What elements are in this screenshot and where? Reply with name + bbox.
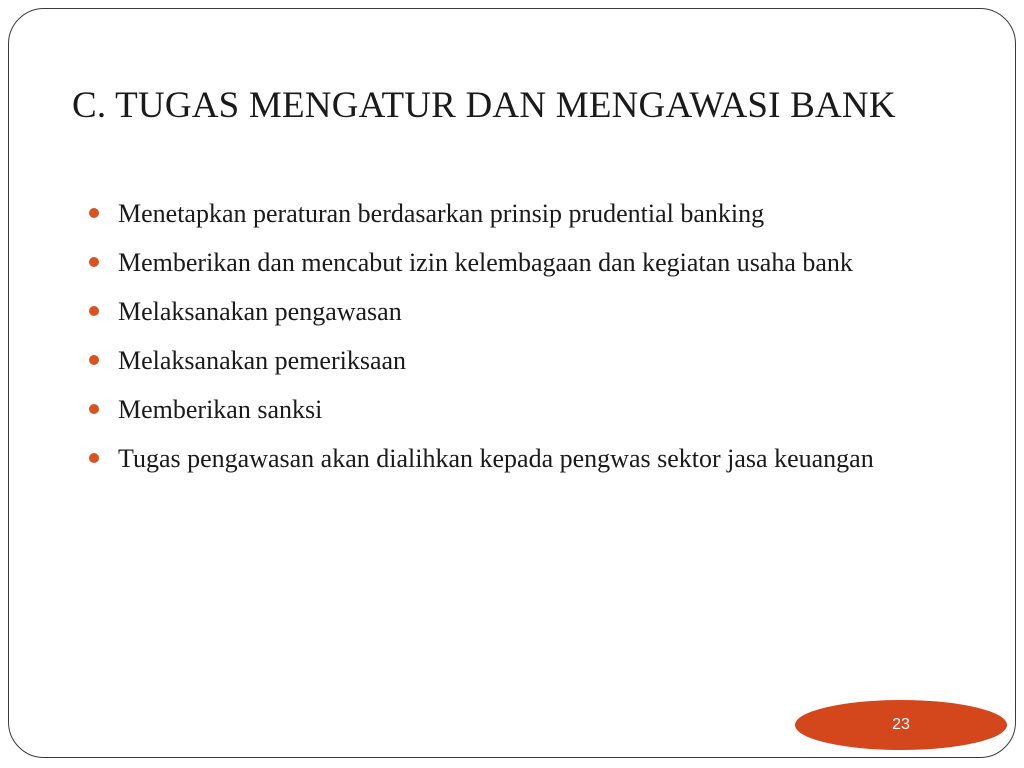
bullet-text: Tugas pengawasan akan dialihkan kepada pengwas sektor jasa keuangan — [118, 444, 874, 473]
bullet-text: Melaksanakan pengawasan — [118, 297, 402, 326]
bullet-icon — [89, 453, 99, 463]
page-number: 23 — [892, 716, 910, 733]
list-item — [88, 195, 918, 233]
page-number-badge — [795, 700, 1007, 750]
bullet-text: Memberikan dan mencabut izin kelembagaan dan kegiatan usaha bank — [118, 248, 853, 277]
bullet-icon — [89, 306, 99, 316]
bullet-text: Menetapkan peraturan berdasarkan prinsip prudential banking — [118, 199, 765, 228]
list-item — [88, 440, 918, 478]
list-item — [88, 293, 918, 331]
list-item — [88, 244, 918, 282]
bullet-text: Memberikan sanksi — [118, 395, 323, 424]
bullet-list — [88, 195, 918, 489]
slide-title: C. TUGAS MENGATUR DAN MENGAWASI BANK — [72, 85, 896, 126]
list-item — [88, 342, 918, 380]
bullet-icon — [89, 257, 99, 267]
bullet-icon — [89, 208, 99, 218]
bullet-icon — [89, 355, 99, 365]
bullet-icon — [89, 404, 99, 414]
bullet-text: Melaksanakan pemeriksaan — [118, 346, 407, 375]
list-item — [88, 391, 918, 429]
